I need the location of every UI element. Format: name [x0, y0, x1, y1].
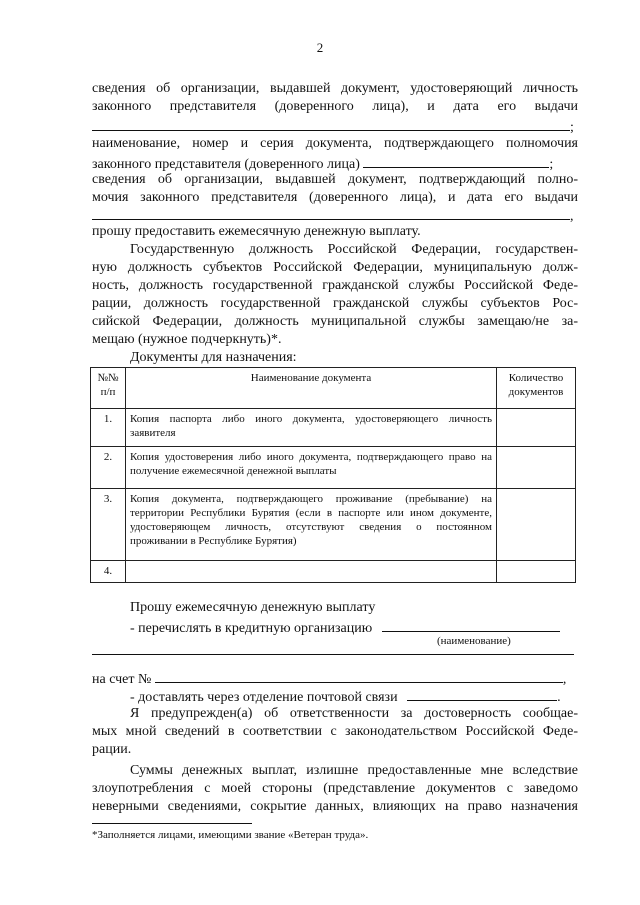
legal-rep-org-blank[interactable]: [92, 116, 570, 131]
sums-line-3: неверными сведениями, сокрытие данных, влияющих на право назначения: [92, 799, 578, 814]
authority-doc-label: законного представителя (доверенного лица): [92, 157, 360, 172]
row-qty-cell[interactable]: [497, 489, 576, 561]
row-qty-cell[interactable]: [497, 409, 576, 447]
warning-line-1: Я предупрежден(а) об ответственности за достоверность сообщае-: [130, 706, 578, 721]
punct: ;: [549, 157, 554, 172]
punct: ,: [570, 209, 574, 224]
table-row: [91, 489, 576, 561]
position-line-6: мещаю (нужное подчеркнуть)*.: [92, 332, 282, 347]
row-doc-name: Копия документа, подтверждающего проживание (пребывание) на территории Республики Бурятия (если в паспорте или ином документе, удостоверяющем личность, отсутствуют сведения о постоянном проживании в Республике Бурятия): [126, 489, 497, 561]
authority-org-blank[interactable]: [92, 205, 570, 220]
docs-title: Документы для назначения:: [130, 350, 297, 365]
sums-line-2: злоупотребления с моей стороны (представление документов с заведомо: [92, 781, 578, 796]
position-line-4: рации, должность государственной гражданской службы субъектов Рос-: [92, 296, 578, 311]
punct: .: [557, 690, 561, 705]
row-doc-name: Копия удостоверения либо иного документа, подтверждающего право на получение ежемесячной денежной выплаты: [126, 447, 497, 489]
row-qty-cell[interactable]: [497, 447, 576, 489]
row-num: 3.: [91, 489, 126, 561]
row-num: 2.: [91, 447, 126, 489]
legal-rep-org-line-2: законного представителя (доверенного лица), и дата его выдачи: [92, 99, 578, 114]
credit-org-label: - перечислять в кредитную организацию: [130, 621, 373, 636]
credit-org-row: [92, 617, 616, 638]
legal-rep-org-line-1: сведения об организации, выдавшей документ, удостоверяющий личность: [92, 81, 578, 96]
warning-line-3: рации.: [92, 742, 132, 757]
credit-org-caption: (наименование): [437, 635, 511, 647]
row-num: 1.: [91, 409, 126, 447]
row-doc-name[interactable]: [126, 561, 497, 583]
position-line-3: ность, должность государственной гражданской службы Российской Феде-: [92, 278, 578, 293]
documents-table: [90, 367, 576, 583]
row-qty-cell[interactable]: [497, 561, 576, 583]
header-name: Наименование документа: [126, 368, 497, 409]
page-number: 2: [316, 40, 324, 55]
authority-doc-line-1: наименование, номер и серия документа, подтверждающего полномочия: [92, 136, 578, 151]
warning-line-2: мых мной сведений в соответствии с законодательством Российской Феде-: [92, 724, 578, 739]
position-line-2: ную должность субъектов Российской Федерации, муниципальную долж-: [92, 260, 578, 275]
punct: ;: [570, 120, 574, 135]
table-header-row: [91, 368, 576, 409]
sums-line-1: Суммы денежных выплат, излишне предоставленные мне вследствие: [130, 763, 578, 778]
credit-org-extra-blank[interactable]: [92, 653, 574, 655]
post-label: - доставлять через отделение почтовой связи: [130, 690, 398, 705]
table-row: [91, 561, 576, 583]
account-number-blank[interactable]: [155, 668, 563, 683]
header-num: №№ п/п: [91, 368, 126, 409]
footnote-rule: [92, 823, 252, 824]
request-line: прошу предоставить ежемесячную денежную выплату.: [92, 224, 421, 239]
position-line-5: сийской Федерации, должность муниципальной службы замещаю/не за-: [92, 314, 578, 329]
post-office-blank[interactable]: [407, 686, 557, 701]
post-row: [92, 686, 578, 707]
position-line-1: Государственную должность Российской Федерации, государствен-: [130, 242, 578, 257]
legal-rep-org-blank-row: [92, 116, 578, 137]
header-qty: Количество документов: [497, 368, 576, 409]
credit-org-blank[interactable]: [382, 617, 560, 632]
authority-doc-blank[interactable]: [363, 153, 549, 168]
authority-org-line-1: сведения об организации, выдавшей документ, подтверждающий полно-: [92, 172, 578, 187]
footnote: *Заполняется лицами, имеющими звание «Ветеран труда».: [92, 829, 369, 841]
row-num: 4.: [91, 561, 126, 583]
account-label: на счет №: [92, 672, 152, 687]
payment-title: Прошу ежемесячную денежную выплату: [130, 600, 376, 615]
row-doc-name: Копия паспорта либо иного документа, удостоверяющего личность заявителя: [126, 409, 497, 447]
table-row: [91, 409, 576, 447]
punct: ,: [562, 672, 567, 687]
authority-org-line-2: мочия законного представителя (доверенного лица), и дата его выдачи: [92, 190, 578, 205]
table-row: [91, 447, 576, 489]
